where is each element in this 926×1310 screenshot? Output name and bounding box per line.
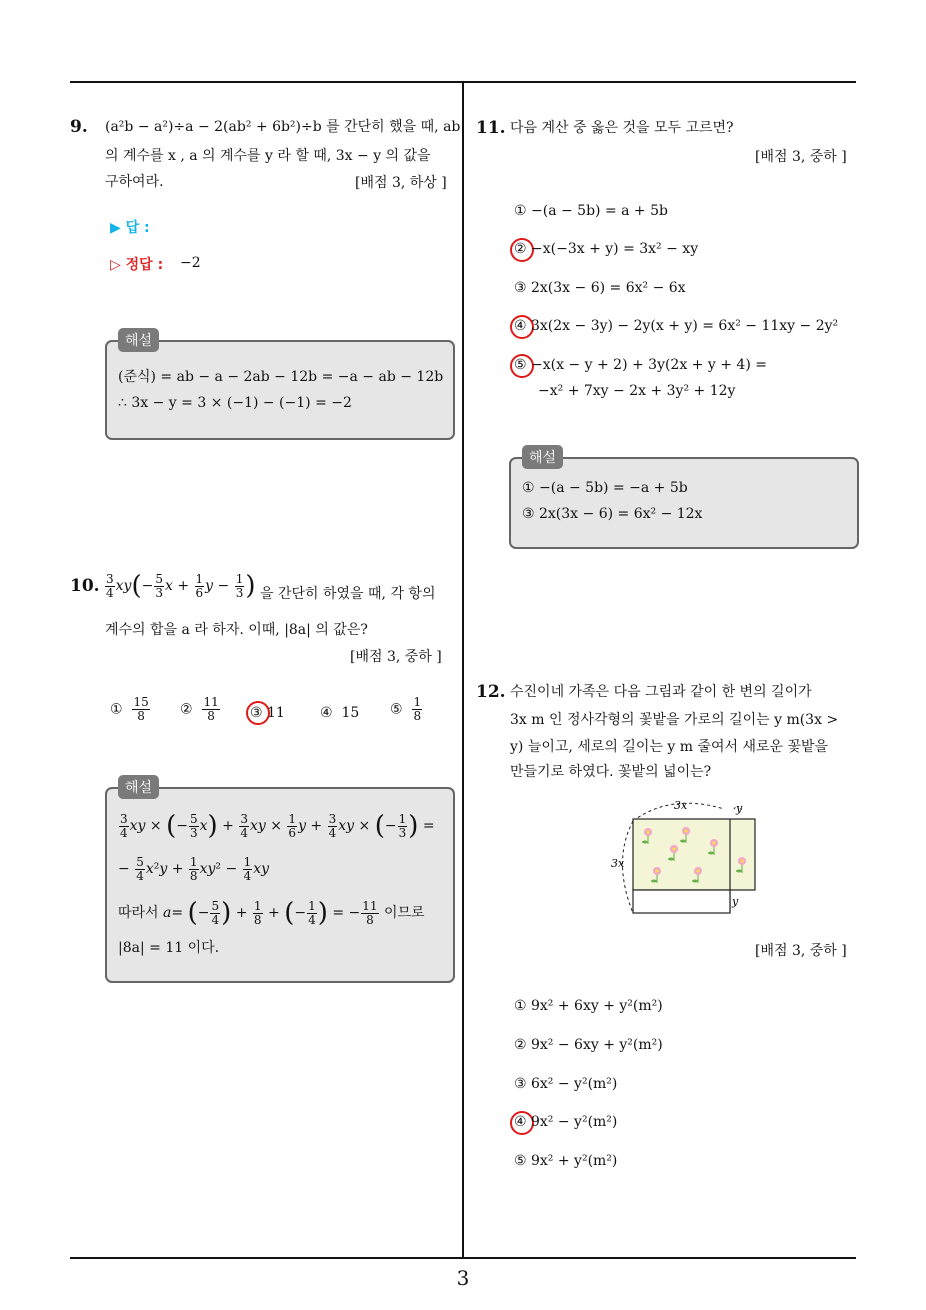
- q11-option-4[interactable]: ④ 3x(2x − 3y) − 2y(x + y) = 6x² − 11xy − 2y²: [514, 318, 839, 334]
- q9-explanation-box: [105, 340, 455, 440]
- label-left: 3x: [611, 857, 625, 870]
- q10-option-1[interactable]: ① $\frac{15}{8}$: [110, 695, 149, 723]
- new-flower-bed: [633, 819, 755, 890]
- q12-score: [배점 3, 중하 ]: [755, 943, 847, 959]
- q12-option-3[interactable]: ③ 6x² − y²(m²): [514, 1076, 618, 1092]
- q10-option-2[interactable]: ② $\frac{11}{8}$: [180, 695, 219, 723]
- q9-line-2: 의 계수를 x , a 의 계수를 y 라 할 때, 3x − y 의 값을: [105, 148, 431, 164]
- q9-explanation-tag: 해설: [118, 328, 159, 352]
- q11-option-5-cont: −x² + 7xy − 2x + 3y² + 12y: [538, 383, 736, 399]
- q11-explanation-tag: 해설: [522, 445, 563, 469]
- bottom-rule: [70, 1257, 856, 1259]
- q12-option-1[interactable]: ① 9x² + 6xy + y²(m²): [514, 998, 663, 1014]
- q11-score: [배점 3, 중하 ]: [755, 149, 847, 165]
- q10-expl-line-3: 따라서 a= (− $\frac{5}{4}$ ) + $\frac{1}{8}$ + (− $\frac{1}{4}$ ) = − $\frac{11}{8}$ 이므로: [118, 898, 425, 928]
- label-right-bottom: y: [732, 895, 739, 908]
- q11-question: 다음 계산 중 옳은 것을 모두 고르면?: [510, 120, 734, 136]
- q10-expl-line-1: $\frac{3}{4}$ xy × (− $\frac{5}{3}$ x) + $\frac{3}{4}$ xy × $\frac{1}{6}$ y + $\frac{3}{4}$ xy × (− $\frac{1}{3}$ ) =: [120, 811, 435, 841]
- q10-score: [배점 3, 중하 ]: [350, 649, 442, 665]
- q10-option-4[interactable]: ④ 15: [320, 705, 360, 721]
- q9-expl-line-1: (준식) = ab − a − 2ab − 12b = −a − ab − 12b: [118, 369, 444, 385]
- q10-option-5[interactable]: ⑤ $\frac{1}{8}$: [390, 695, 422, 723]
- q10-explanation-tag: 해설: [118, 775, 159, 799]
- page-number: 3: [456, 1266, 470, 1290]
- q9-correct-value: −2: [180, 255, 201, 271]
- q12-line-2: 3x m 인 정사각형의 꽃밭을 가로의 길이는 y m(3x >: [510, 712, 839, 728]
- q10-expl-line-2: − $\frac{5}{4}$ x²y + $\frac{1}{8}$ xy² − $\frac{1}{4}$ xy: [118, 854, 270, 883]
- q11-option-5[interactable]: ⑤ −x(x − y + 2) + 3y(2x + y + 4) =: [514, 357, 767, 373]
- q9-line-3: 구하여라.: [105, 174, 164, 190]
- q10-number: 10.: [70, 576, 100, 596]
- flower-bed-figure: [606, 795, 766, 920]
- q10-option-3[interactable]: ③ 11: [250, 705, 285, 721]
- q12-option-2[interactable]: ② 9x² − 6xy + y²(m²): [514, 1037, 663, 1053]
- q11-option-1[interactable]: ① −(a − 5b) = a + 5b: [514, 203, 668, 219]
- q12-line-3: y) 늘이고, 세로의 길이는 y m 줄여서 새로운 꽃밭을: [510, 739, 829, 755]
- q11-number: 11.: [476, 118, 506, 138]
- q12-line-4: 만들기로 하였다. 꽃밭의 넓이는?: [510, 764, 712, 780]
- q11-expl-line-1: ① −(a − 5b) = −a + 5b: [522, 480, 688, 496]
- q10-line-1-tail: 을 간단히 하였을 때, 각 항의: [260, 586, 436, 602]
- q9-answer-label: ▶ 답 :: [110, 220, 150, 236]
- q9-correct-label: ▷ 정답 :: [110, 257, 164, 273]
- q10-line-2: 계수의 합을 a 라 하자. 이때, |8a| 의 값은?: [105, 622, 368, 638]
- q11-explanation-box: [509, 457, 859, 549]
- q12-line-1: 수진이네 가족은 다음 그림과 같이 한 변의 길이가: [510, 684, 812, 700]
- q10-expl-line-4: |8a| = 11 이다.: [118, 940, 220, 956]
- label-top: 3x: [674, 799, 688, 812]
- q9-line-1: (a²b − a²)÷a − 2(ab² + 6b²)÷b 를 간단히 했을 때, ab: [105, 119, 461, 135]
- q9-expl-line-2: ∴ 3x − y = 3 × (−1) − (−1) = −2: [118, 395, 352, 411]
- label-right-top: y: [736, 802, 743, 815]
- q11-expl-line-2: ③ 2x(3x − 6) = 6x² − 12x: [522, 506, 703, 522]
- q9-score: [배점 3, 하상 ]: [355, 175, 447, 191]
- q11-option-3[interactable]: ③ 2x(3x − 6) = 6x² − 6x: [514, 280, 686, 296]
- q10-line-1-expression: $\frac{3}{4}$ xy(− $\frac{5}{3}$ x + $\frac{1}{6}$ y − $\frac{1}{3}$ ): [106, 571, 256, 601]
- q12-option-4[interactable]: ④ 9x² − y²(m²): [514, 1114, 618, 1130]
- q9-number: 9.: [70, 117, 88, 137]
- q11-option-2[interactable]: ② −x(−3x + y) = 3x² − xy: [514, 241, 699, 257]
- removed-strip: [633, 890, 730, 913]
- column-divider: [462, 82, 464, 1258]
- q12-number: 12.: [476, 682, 506, 702]
- q12-option-5[interactable]: ⑤ 9x² + y²(m²): [514, 1153, 618, 1169]
